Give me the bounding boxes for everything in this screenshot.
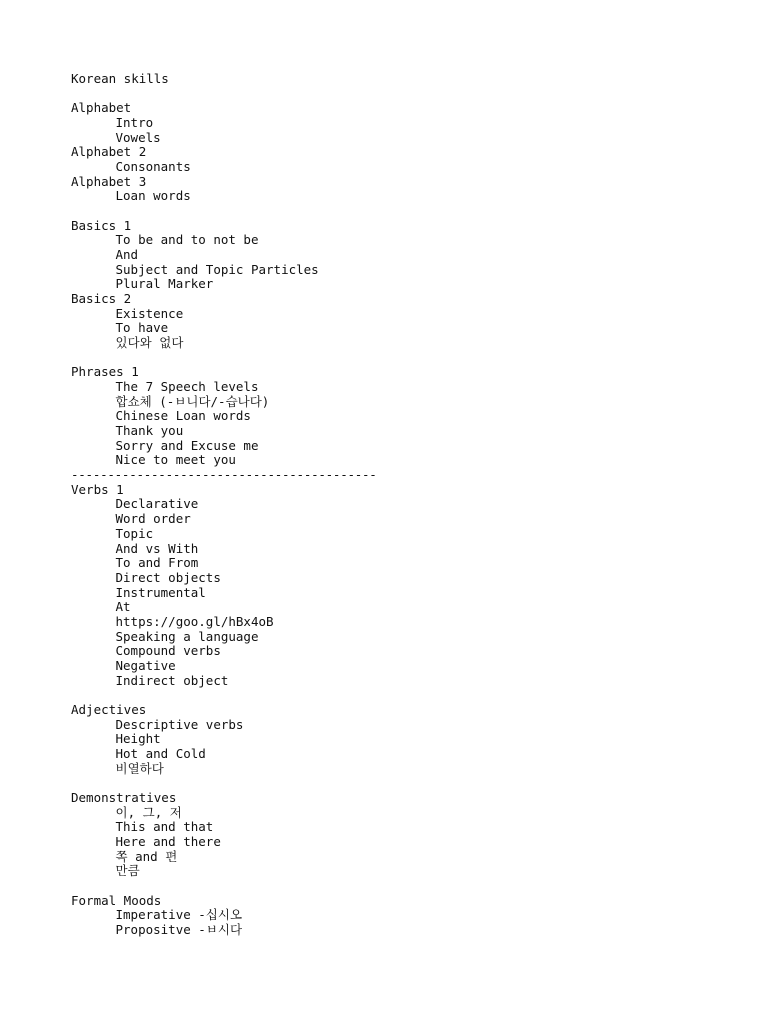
list-item: And vs With	[115, 540, 199, 556]
list-item: Subject and Topic Particles	[115, 261, 319, 277]
section-heading-phrases-1: Phrases 1	[71, 364, 139, 380]
list-item: Nice to meet you	[115, 452, 236, 468]
document-title: Korean skills	[71, 71, 169, 86]
list-item: 만큼	[115, 863, 140, 879]
list-item: 비열하다	[115, 760, 164, 776]
list-item: This and that	[115, 819, 214, 835]
blank-line	[71, 204, 377, 219]
section-heading-formal-moods: Formal Moods	[71, 892, 162, 908]
list-item: The 7 Speech levels	[115, 379, 259, 395]
link-text: https://goo.gl/hBx4oB	[115, 613, 274, 629]
list-item: 있다와 없다	[115, 335, 184, 351]
blank-line	[71, 776, 377, 791]
section-heading-alphabet-3: Alphabet 3	[71, 173, 147, 189]
section-heading-demonstratives: Demonstratives	[71, 789, 177, 805]
list-item: Propositve -ㅂ시다	[115, 921, 243, 937]
section-heading-alphabet-2: Alphabet 2	[71, 144, 147, 160]
list-item: Descriptive verbs	[115, 716, 244, 732]
section-heading-adjectives: Adjectives	[71, 701, 147, 717]
list-item: Instrumental	[115, 584, 206, 600]
list-item: Chinese Loan words	[115, 408, 251, 424]
list-item: At	[115, 599, 131, 615]
list-item: Declarative	[115, 496, 199, 512]
list-item: Speaking a language	[115, 628, 259, 644]
blank-line	[71, 87, 377, 102]
list-item: Loan words	[115, 188, 191, 204]
list-item: Height	[115, 731, 161, 747]
list-item: Imperative -십시오	[115, 907, 243, 923]
list-item: To be and to not be	[115, 232, 259, 248]
section-heading-alphabet: Alphabet	[71, 100, 132, 116]
list-item: Compound verbs	[115, 643, 221, 659]
list-item: 합쇼체 (-ㅂ니다/-습나다)	[115, 393, 270, 409]
list-item: Thank you	[115, 423, 184, 439]
separator-line: ------------------------------------------	[71, 467, 377, 483]
list-item: Negative	[115, 657, 176, 673]
section-heading-basics-2: Basics 2	[71, 291, 132, 307]
section-heading-basics-1: Basics 1	[71, 217, 132, 233]
blank-line	[71, 688, 377, 703]
list-item: Existence	[115, 305, 184, 321]
section-heading-verbs-1: Verbs 1	[71, 481, 124, 497]
list-item: Vowels	[115, 129, 161, 145]
list-item: To and From	[115, 555, 199, 571]
list-item: To have	[115, 320, 169, 336]
list-item: And	[115, 247, 139, 263]
list-item: 이, 그, 저	[115, 804, 182, 820]
list-item: Intro	[115, 115, 154, 131]
list-item: Hot and Cold	[115, 745, 206, 761]
list-item: Direct objects	[115, 569, 221, 585]
list-item: Sorry and Excuse me	[115, 437, 259, 453]
blank-line	[71, 351, 377, 366]
blank-line	[71, 879, 377, 894]
list-item: Indirect object	[115, 672, 229, 688]
list-item: Here and there	[115, 833, 221, 849]
list-item: Topic	[115, 525, 154, 541]
list-item: 쪽 and 편	[115, 848, 178, 864]
list-item: Word order	[115, 511, 191, 527]
list-item: Plural Marker	[115, 276, 214, 292]
document-body	[71, 72, 377, 938]
list-item: Consonants	[115, 159, 191, 175]
